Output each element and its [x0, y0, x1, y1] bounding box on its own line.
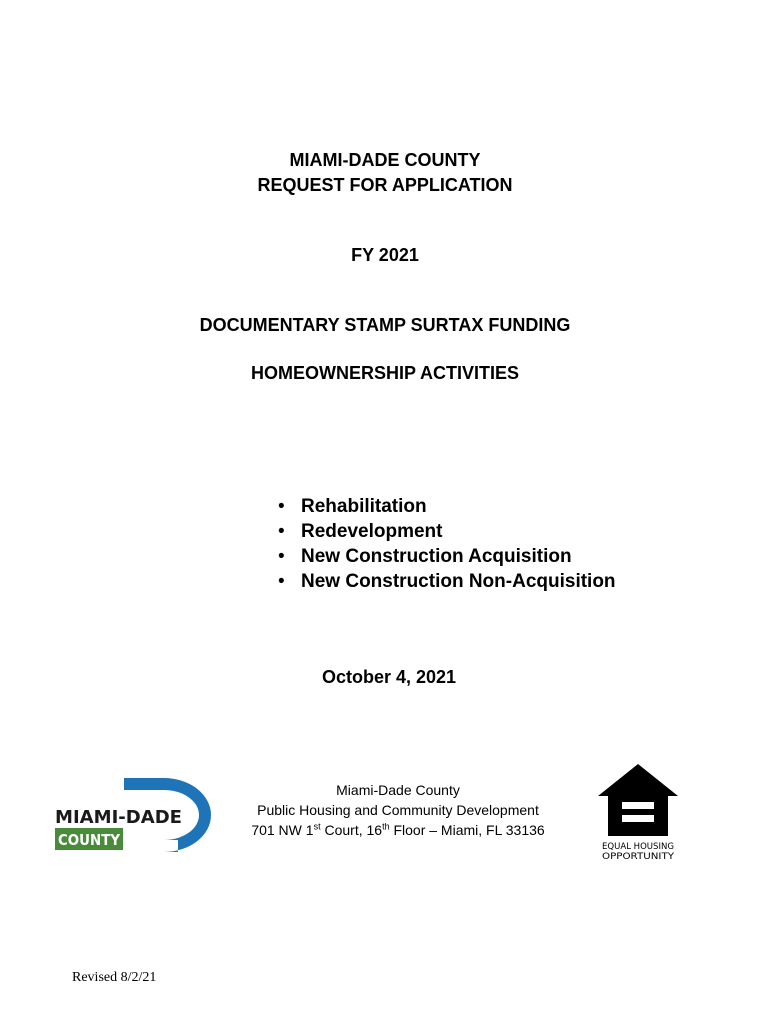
bullet-icon: • — [278, 496, 285, 517]
bullet-icon: • — [278, 521, 285, 542]
title-line-county: MIAMI-DADE COUNTY — [289, 150, 481, 170]
svg-text:COUNTY: COUNTY — [58, 831, 122, 849]
bullet-icon: • — [278, 546, 285, 567]
address-block — [200, 780, 596, 840]
address-street: 701 NW 1st Court, 16th Floor – Miami, FL 33136 — [251, 821, 545, 838]
title-block — [0, 148, 770, 198]
category-title: HOMEOWNERSHIP ACTIVITIES — [250, 363, 520, 383]
bullet-icon: • — [278, 571, 285, 592]
list-item: • Rehabilitation — [278, 496, 427, 517]
title-line-request: REQUEST FOR APPLICATION — [257, 175, 513, 195]
revision-note: Revised 8/2/21 — [72, 970, 157, 985]
list-item: • New Construction Non-Acquisition — [278, 571, 616, 592]
list-item: • Redevelopment — [278, 521, 443, 542]
program-title: DOCUMENTARY STAMP SURTAX FUNDING — [199, 315, 571, 335]
svg-text:EQUAL HOUSING: EQUAL HOUSING — [602, 842, 675, 852]
miami-dade-logo — [54, 778, 214, 852]
fiscal-year: FY 2021 — [351, 245, 419, 265]
document-date: October 4, 2021 — [321, 667, 457, 687]
list-item: • New Construction Acquisition — [278, 546, 572, 567]
equal-housing-logo — [596, 762, 680, 862]
address-org: Miami-Dade County — [336, 782, 460, 798]
svg-text:OPPORTUNITY: OPPORTUNITY — [602, 852, 675, 862]
address-dept: Public Housing and Community Development — [257, 802, 539, 818]
activity-list — [276, 494, 616, 594]
svg-text:MIAMI-DADE: MIAMI-DADE — [55, 807, 182, 828]
